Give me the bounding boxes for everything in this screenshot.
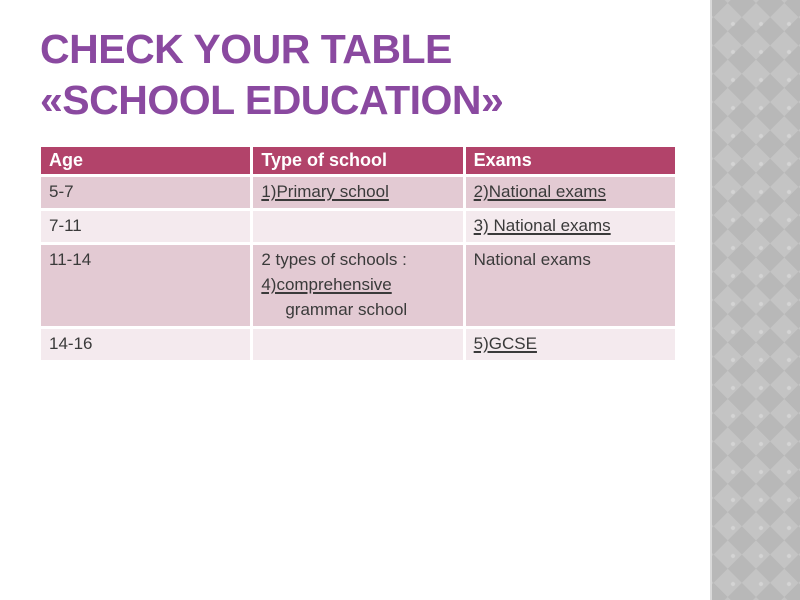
school-cell [252,328,464,362]
diamond-pattern-sidebar [710,0,800,600]
cell-line: 3) National exams [473,216,611,235]
cell-line: 4)comprehensive [261,275,392,294]
age-cell: 14-16 [40,328,252,362]
school-education-table [38,144,678,363]
exams-cell [464,176,676,210]
title-line-2: «SCHOOL EDUCATION» [40,77,504,123]
age-cell: 5-7 [40,176,252,210]
table-row-5-7 [40,176,677,210]
age-cell: 7-11 [40,210,252,244]
cell-line: 1)Primary school [261,182,389,201]
cell-line: grammar school [285,300,408,319]
exams-cell [464,210,676,244]
cell-line: 5)GCSE [473,334,537,353]
header-cell-age: Age [40,146,252,176]
cell-line: 2)National exams [473,182,606,201]
header-cell-exams: Exams [464,146,676,176]
school-cell [252,244,464,328]
table-row-14-16 [40,328,677,362]
table-row-7-11 [40,210,677,244]
slide-title [40,24,680,126]
header-cell-type-of-school: Type of school [252,146,464,176]
school-cell [252,210,464,244]
age-cell: 11-14 [40,244,252,328]
exams-cell [464,328,676,362]
table-row-11-14 [40,244,677,328]
cell-line: 2 types of schools : [261,250,407,269]
table-header-row [40,146,677,176]
title-line-1: CHECK YOUR TABLE [40,26,452,72]
exams-cell [464,244,676,328]
school-cell [252,176,464,210]
cell-line: National exams [473,250,591,269]
